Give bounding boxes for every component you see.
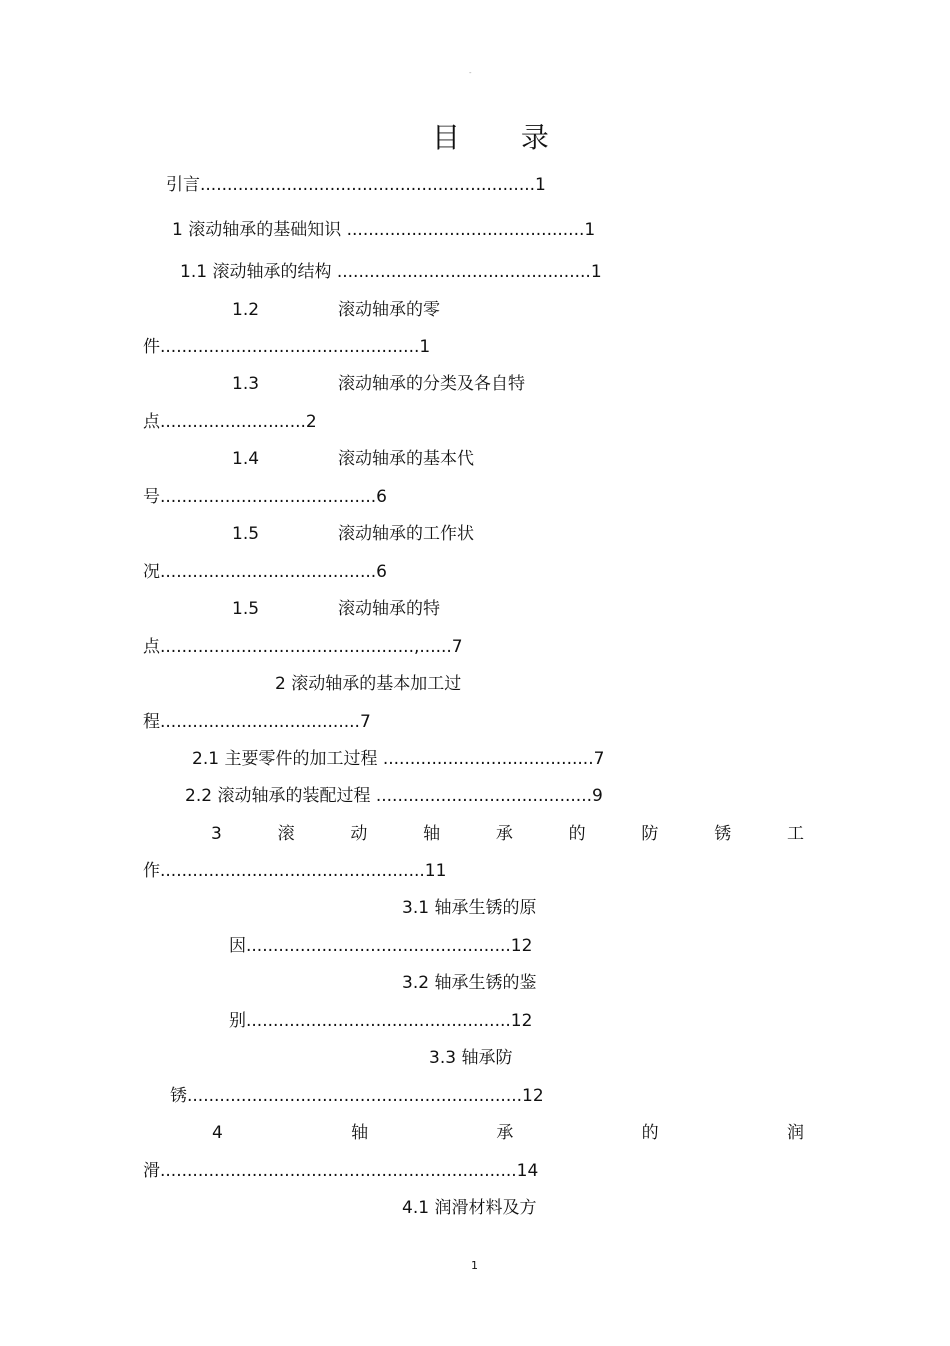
toc-entry-3-1-title[interactable]: 3.1 轴承生锈的原 (402, 898, 537, 918)
toc-entry-1-4-number: 1.4 (232, 449, 260, 469)
toc-entry-chapter-2-continuation[interactable]: 程.....................................7 (143, 712, 371, 732)
toc-entry-1-5a-number: 1.5 (232, 524, 260, 544)
toc-word: 轴 (423, 824, 441, 844)
toc-word: 的 (568, 824, 586, 844)
toc-entry-chapter-3-continuation[interactable]: 作.................................................11 (143, 861, 447, 881)
toc-word: 滚 (277, 824, 295, 844)
toc-entry-1-5b-title[interactable]: 滚动轴承的特 (338, 599, 440, 619)
toc-entry-3-3-continuation[interactable]: 锈..............................................................12 (170, 1086, 544, 1106)
toc-word: 轴 (351, 1123, 369, 1143)
header-mark: - (469, 69, 472, 77)
toc-word: 的 (641, 1123, 659, 1143)
toc-word: 动 (350, 824, 368, 844)
page-number: 1 (471, 1259, 478, 1272)
toc-entry-1-5b-number: 1.5 (232, 599, 260, 619)
toc-word: 锈 (714, 824, 732, 844)
toc-entry-2-1[interactable]: 2.1 主要零件的加工过程 .......................................7 (192, 749, 605, 769)
toc-entry-1-4-continuation[interactable]: 号........................................6 (143, 487, 387, 507)
toc-entry-4-1-title[interactable]: 4.1 润滑材料及方 (402, 1198, 537, 1218)
toc-entry-2-2[interactable]: 2.2 滚动轴承的装配过程 ........................................9 (185, 786, 603, 806)
toc-entry-chapter-4-title[interactable] (212, 1125, 804, 1142)
toc-entry-1-5a-continuation[interactable]: 况........................................6 (143, 562, 387, 582)
toc-entry-1-2-title[interactable]: 滚动轴承的零 (338, 300, 440, 320)
toc-entry-chapter-2-title[interactable]: 2 滚动轴承的基本加工过 (275, 674, 462, 694)
toc-entry-3-3-title[interactable]: 3.3 轴承防 (429, 1048, 513, 1068)
toc-entry-chapter-3-title[interactable] (211, 826, 804, 843)
toc-word: 工 (786, 824, 804, 844)
toc-entry-1-3-continuation[interactable]: 点...........................2 (143, 412, 317, 432)
toc-entry-1-2-number: 1.2 (232, 300, 260, 320)
toc-entry-1-4-title[interactable]: 滚动轴承的基本代 (338, 449, 474, 469)
toc-entry-chapter-1[interactable]: 1 滚动轴承的基础知识 ............................................1 (172, 220, 596, 240)
toc-word: 防 (641, 824, 659, 844)
page-title: 目 录 (432, 121, 575, 154)
toc-entry-1-2-continuation[interactable]: 件................................................1 (143, 337, 431, 357)
toc-word: 承 (495, 824, 513, 844)
toc-entry-1-5a-title[interactable]: 滚动轴承的工作状 (338, 524, 474, 544)
toc-entry-1-3-title[interactable]: 滚动轴承的分类及各自特 (338, 374, 525, 394)
toc-entry-chapter-4-continuation[interactable]: 滑..................................................................14 (143, 1161, 539, 1181)
toc-word: 润 (786, 1123, 804, 1143)
toc-word: 4 (212, 1123, 223, 1143)
toc-entry-1-5b-continuation[interactable]: 点...............................................,......7 (143, 637, 463, 657)
toc-entry-1-3-number: 1.3 (232, 374, 260, 394)
toc-entry-3-1-continuation[interactable]: 因.................................................12 (229, 936, 533, 956)
toc-entry-3-2-title[interactable]: 3.2 轴承生锈的鉴 (402, 973, 537, 993)
toc-entry-intro[interactable]: 引言..............................................................1 (166, 175, 546, 195)
toc-entry-3-2-continuation[interactable]: 别.................................................12 (229, 1011, 533, 1031)
toc-entry-1-1[interactable]: 1.1 滚动轴承的结构 ...............................................1 (180, 262, 602, 282)
toc-word: 3 (211, 824, 222, 844)
toc-word: 承 (496, 1123, 514, 1143)
